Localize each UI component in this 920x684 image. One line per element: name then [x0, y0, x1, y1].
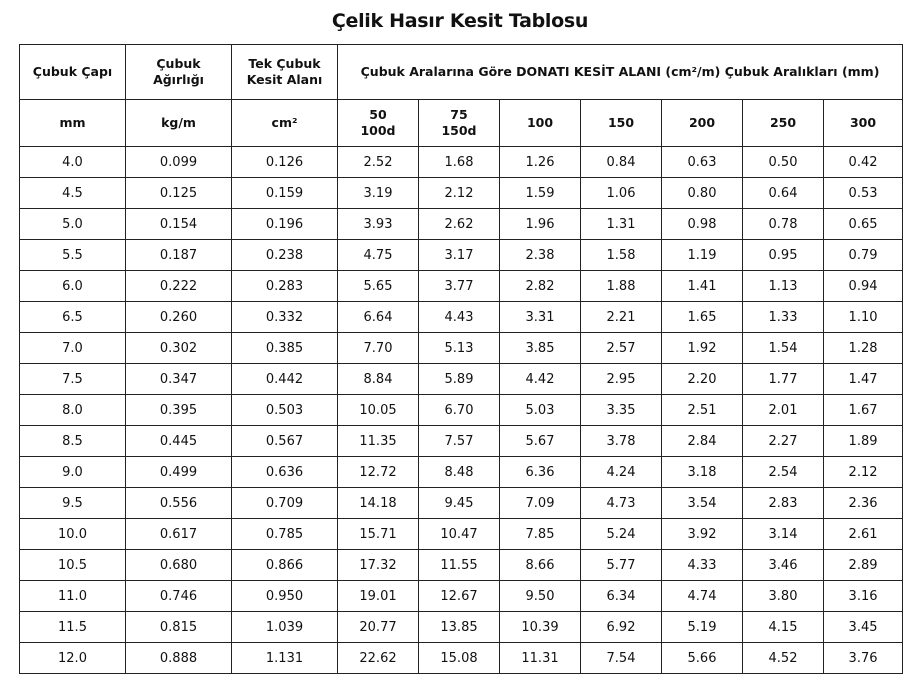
table-cell: 7.57	[419, 426, 500, 457]
table-cell: 0.95	[743, 240, 824, 271]
unit-weight: kg/m	[126, 100, 232, 147]
table-cell: 3.45	[824, 612, 903, 643]
table-cell: 7.54	[581, 643, 662, 674]
table-cell: 0.680	[126, 550, 232, 581]
table-cell: 0.187	[126, 240, 232, 271]
spacing-header: 100	[500, 100, 581, 147]
table-cell: 3.18	[662, 457, 743, 488]
table-cell: 10.5	[20, 550, 126, 581]
table-cell: 5.67	[500, 426, 581, 457]
table-cell: 0.445	[126, 426, 232, 457]
spacing-header: 75 150d	[419, 100, 500, 147]
table-cell: 1.10	[824, 302, 903, 333]
table-cell: 4.42	[500, 364, 581, 395]
table-cell: 0.222	[126, 271, 232, 302]
table-cell: 11.55	[419, 550, 500, 581]
spacing-header: 50 100d	[338, 100, 419, 147]
table-cell: 22.62	[338, 643, 419, 674]
table-cell: 9.45	[419, 488, 500, 519]
table-row	[20, 302, 903, 333]
table-cell: 6.5	[20, 302, 126, 333]
table-cell: 5.24	[581, 519, 662, 550]
table-cell: 1.13	[743, 271, 824, 302]
table-cell: 0.709	[232, 488, 338, 519]
table-cell: 1.33	[743, 302, 824, 333]
table-cell: 3.76	[824, 643, 903, 674]
table-cell: 0.503	[232, 395, 338, 426]
table-cell: 5.03	[500, 395, 581, 426]
table-cell: 20.77	[338, 612, 419, 643]
table-cell: 3.16	[824, 581, 903, 612]
table-cell: 9.0	[20, 457, 126, 488]
table-cell: 15.08	[419, 643, 500, 674]
table-cell: 0.98	[662, 209, 743, 240]
table-cell: 0.866	[232, 550, 338, 581]
table-row	[20, 364, 903, 395]
table-cell: 19.01	[338, 581, 419, 612]
table-cell: 0.78	[743, 209, 824, 240]
table-cell: 4.0	[20, 147, 126, 178]
table-cell: 1.47	[824, 364, 903, 395]
table-cell: 10.47	[419, 519, 500, 550]
header-row	[20, 45, 903, 100]
table-cell: 0.80	[662, 178, 743, 209]
table-row	[20, 550, 903, 581]
table-cell: 0.63	[662, 147, 743, 178]
table-cell: 0.64	[743, 178, 824, 209]
table-row	[20, 271, 903, 302]
table-cell: 0.84	[581, 147, 662, 178]
table-cell: 3.78	[581, 426, 662, 457]
section-table	[19, 44, 903, 674]
table-cell: 4.75	[338, 240, 419, 271]
table-cell: 8.84	[338, 364, 419, 395]
table-row	[20, 457, 903, 488]
header-single-bar-area: Tek Çubuk Kesit Alanı	[232, 45, 338, 100]
table-cell: 13.85	[419, 612, 500, 643]
table-cell: 2.84	[662, 426, 743, 457]
table-cell: 5.65	[338, 271, 419, 302]
table-cell: 2.61	[824, 519, 903, 550]
table-cell: 4.73	[581, 488, 662, 519]
table-cell: 0.260	[126, 302, 232, 333]
table-row	[20, 395, 903, 426]
table-cell: 6.36	[500, 457, 581, 488]
table-cell: 1.19	[662, 240, 743, 271]
table-cell: 7.85	[500, 519, 581, 550]
table-cell: 1.039	[232, 612, 338, 643]
table-cell: 0.888	[126, 643, 232, 674]
table-cell: 6.92	[581, 612, 662, 643]
table-cell: 4.15	[743, 612, 824, 643]
table-cell: 5.89	[419, 364, 500, 395]
table-cell: 5.66	[662, 643, 743, 674]
table-cell: 0.442	[232, 364, 338, 395]
table-cell: 5.19	[662, 612, 743, 643]
table-row	[20, 643, 903, 674]
table-cell: 0.50	[743, 147, 824, 178]
table-cell: 12.67	[419, 581, 500, 612]
table-cell: 1.06	[581, 178, 662, 209]
table-cell: 2.83	[743, 488, 824, 519]
table-cell: 6.64	[338, 302, 419, 333]
unit-area: cm²	[232, 100, 338, 147]
table-cell: 8.48	[419, 457, 500, 488]
table-cell: 4.52	[743, 643, 824, 674]
table-cell: 0.099	[126, 147, 232, 178]
table-row	[20, 612, 903, 643]
table-cell: 12.72	[338, 457, 419, 488]
table-cell: 3.19	[338, 178, 419, 209]
table-cell: 0.385	[232, 333, 338, 364]
table-cell: 5.77	[581, 550, 662, 581]
table-cell: 0.79	[824, 240, 903, 271]
table-cell: 0.556	[126, 488, 232, 519]
table-cell: 1.89	[824, 426, 903, 457]
table-cell: 4.74	[662, 581, 743, 612]
spacing-header: 300	[824, 100, 903, 147]
table-cell: 2.38	[500, 240, 581, 271]
table-cell: 3.17	[419, 240, 500, 271]
table-cell: 0.332	[232, 302, 338, 333]
table-cell: 0.302	[126, 333, 232, 364]
table-cell: 1.88	[581, 271, 662, 302]
table-cell: 3.46	[743, 550, 824, 581]
table-cell: 0.94	[824, 271, 903, 302]
table-cell: 17.32	[338, 550, 419, 581]
table-cell: 0.159	[232, 178, 338, 209]
table-cell: 10.05	[338, 395, 419, 426]
table-cell: 11.31	[500, 643, 581, 674]
table-cell: 6.70	[419, 395, 500, 426]
table-cell: 0.65	[824, 209, 903, 240]
table-cell: 2.01	[743, 395, 824, 426]
table-cell: 1.54	[743, 333, 824, 364]
table-cell: 0.347	[126, 364, 232, 395]
table-cell: 2.27	[743, 426, 824, 457]
table-cell: 0.785	[232, 519, 338, 550]
table-cell: 0.238	[232, 240, 338, 271]
table-cell: 0.126	[232, 147, 338, 178]
header-spacing-group: Çubuk Aralarına Göre DONATI KESİT ALANI (cm²/m) Çubuk Aralıkları (mm)	[338, 45, 903, 100]
table-cell: 0.617	[126, 519, 232, 550]
table-row	[20, 581, 903, 612]
spacing-header: 250	[743, 100, 824, 147]
table-cell: 6.34	[581, 581, 662, 612]
table-cell: 2.12	[419, 178, 500, 209]
table-cell: 7.5	[20, 364, 126, 395]
table-cell: 1.131	[232, 643, 338, 674]
table-cell: 5.13	[419, 333, 500, 364]
table-cell: 9.5	[20, 488, 126, 519]
table-cell: 0.42	[824, 147, 903, 178]
table-cell: 2.57	[581, 333, 662, 364]
table-cell: 0.499	[126, 457, 232, 488]
table-cell: 11.0	[20, 581, 126, 612]
table-cell: 15.71	[338, 519, 419, 550]
table-row	[20, 209, 903, 240]
table-cell: 11.5	[20, 612, 126, 643]
table-cell: 5.0	[20, 209, 126, 240]
unit-row	[20, 100, 903, 147]
table-cell: 1.59	[500, 178, 581, 209]
table-cell: 11.35	[338, 426, 419, 457]
table-cell: 1.41	[662, 271, 743, 302]
table-cell: 1.65	[662, 302, 743, 333]
table-cell: 0.636	[232, 457, 338, 488]
table-cell: 3.80	[743, 581, 824, 612]
table-cell: 0.746	[126, 581, 232, 612]
page-title: Çelik Hasır Kesit Tablosu	[331, 10, 589, 32]
table-cell: 0.154	[126, 209, 232, 240]
table-cell: 1.58	[581, 240, 662, 271]
table-cell: 7.70	[338, 333, 419, 364]
table-cell: 4.24	[581, 457, 662, 488]
table-cell: 0.950	[232, 581, 338, 612]
table-cell: 0.125	[126, 178, 232, 209]
table-cell: 10.39	[500, 612, 581, 643]
table-cell: 3.92	[662, 519, 743, 550]
table-cell: 3.35	[581, 395, 662, 426]
table-cell: 2.21	[581, 302, 662, 333]
table-cell: 7.09	[500, 488, 581, 519]
table-cell: 2.62	[419, 209, 500, 240]
unit-diameter: mm	[20, 100, 126, 147]
table-cell: 1.68	[419, 147, 500, 178]
table-row	[20, 147, 903, 178]
table-cell: 0.196	[232, 209, 338, 240]
table-cell: 0.567	[232, 426, 338, 457]
table-row	[20, 178, 903, 209]
spacing-header: 200	[662, 100, 743, 147]
table-cell: 2.36	[824, 488, 903, 519]
spacing-header: 150	[581, 100, 662, 147]
table-cell: 2.95	[581, 364, 662, 395]
table-cell: 10.0	[20, 519, 126, 550]
table-cell: 8.5	[20, 426, 126, 457]
table-row	[20, 519, 903, 550]
table-cell: 2.89	[824, 550, 903, 581]
table-cell: 8.0	[20, 395, 126, 426]
table-cell: 3.14	[743, 519, 824, 550]
table-cell: 9.50	[500, 581, 581, 612]
table-row	[20, 426, 903, 457]
table-cell: 0.395	[126, 395, 232, 426]
table-row	[20, 240, 903, 271]
table-cell: 3.54	[662, 488, 743, 519]
table-cell: 3.77	[419, 271, 500, 302]
table-row	[20, 333, 903, 364]
table-cell: 1.67	[824, 395, 903, 426]
table-cell: 0.815	[126, 612, 232, 643]
table-cell: 6.0	[20, 271, 126, 302]
table-cell: 2.20	[662, 364, 743, 395]
table-cell: 2.54	[743, 457, 824, 488]
table-cell: 3.93	[338, 209, 419, 240]
table-cell: 1.77	[743, 364, 824, 395]
table-cell: 1.96	[500, 209, 581, 240]
table-cell: 0.53	[824, 178, 903, 209]
table-cell: 1.31	[581, 209, 662, 240]
table-cell: 2.51	[662, 395, 743, 426]
table-cell: 1.28	[824, 333, 903, 364]
table-cell: 4.5	[20, 178, 126, 209]
table-cell: 7.0	[20, 333, 126, 364]
table-cell: 14.18	[338, 488, 419, 519]
table-cell: 2.52	[338, 147, 419, 178]
table-cell: 3.85	[500, 333, 581, 364]
table-cell: 8.66	[500, 550, 581, 581]
header-bar-diameter: Çubuk Çapı	[20, 45, 126, 100]
table-cell: 12.0	[20, 643, 126, 674]
table-cell: 4.33	[662, 550, 743, 581]
table-body	[20, 147, 903, 674]
table-cell: 4.43	[419, 302, 500, 333]
table-cell: 0.283	[232, 271, 338, 302]
header-bar-weight: Çubuk Ağırlığı	[126, 45, 232, 100]
table-row	[20, 488, 903, 519]
table-cell: 2.82	[500, 271, 581, 302]
table-cell: 1.92	[662, 333, 743, 364]
table-cell: 5.5	[20, 240, 126, 271]
table-cell: 3.31	[500, 302, 581, 333]
table-cell: 2.12	[824, 457, 903, 488]
table-cell: 1.26	[500, 147, 581, 178]
